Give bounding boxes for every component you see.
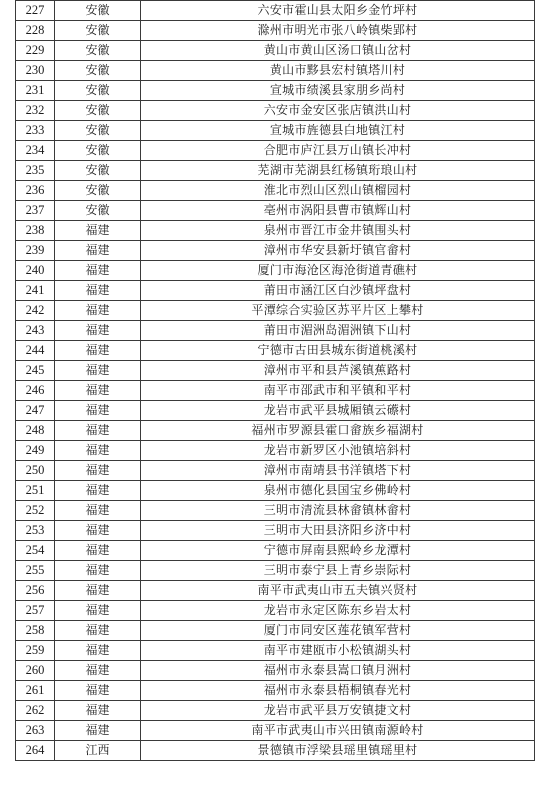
village-name-cell: 泉州市晋江市金井镇围头村 <box>141 221 535 241</box>
table-row <box>16 61 535 81</box>
row-number-cell: 237 <box>16 201 55 221</box>
village-name-cell: 漳州市平和县芦溪镇蕉路村 <box>141 361 535 381</box>
table-row <box>16 141 535 161</box>
province-cell: 安徽 <box>55 201 141 221</box>
row-number-cell: 253 <box>16 521 55 541</box>
village-name-cell: 福州市永泰县梧桐镇春光村 <box>141 681 535 701</box>
row-number-cell: 251 <box>16 481 55 501</box>
row-number-cell: 236 <box>16 181 55 201</box>
province-cell: 福建 <box>55 281 141 301</box>
table-row <box>16 1 535 21</box>
row-number-cell: 260 <box>16 661 55 681</box>
province-cell: 安徽 <box>55 81 141 101</box>
table-row <box>16 601 535 621</box>
row-number-cell: 241 <box>16 281 55 301</box>
province-cell: 福建 <box>55 481 141 501</box>
table-row <box>16 201 535 221</box>
row-number-cell: 231 <box>16 81 55 101</box>
village-name-cell: 淮北市烈山区烈山镇榴园村 <box>141 181 535 201</box>
province-cell: 江西 <box>55 741 141 761</box>
province-cell: 福建 <box>55 221 141 241</box>
row-number-cell: 250 <box>16 461 55 481</box>
table-row <box>16 441 535 461</box>
row-number-cell: 242 <box>16 301 55 321</box>
table-row <box>16 461 535 481</box>
table-row <box>16 381 535 401</box>
province-cell: 福建 <box>55 381 141 401</box>
province-cell: 福建 <box>55 641 141 661</box>
village-name-cell: 滁州市明光市张八岭镇柴郢村 <box>141 21 535 41</box>
table-row <box>16 341 535 361</box>
row-number-cell: 230 <box>16 61 55 81</box>
village-name-cell: 六安市金安区张店镇洪山村 <box>141 101 535 121</box>
village-name-cell: 南平市建瓯市小松镇湖头村 <box>141 641 535 661</box>
row-number-cell: 264 <box>16 741 55 761</box>
village-name-cell: 南平市武夷山市五夫镇兴贤村 <box>141 581 535 601</box>
table-row <box>16 401 535 421</box>
province-cell: 福建 <box>55 361 141 381</box>
table-row <box>16 21 535 41</box>
row-number-cell: 235 <box>16 161 55 181</box>
row-number-cell: 261 <box>16 681 55 701</box>
province-cell: 福建 <box>55 561 141 581</box>
village-name-cell: 厦门市同安区莲花镇军营村 <box>141 621 535 641</box>
village-name-cell: 漳州市华安县新圩镇官畲村 <box>141 241 535 261</box>
province-cell: 福建 <box>55 501 141 521</box>
province-cell: 福建 <box>55 341 141 361</box>
village-name-cell: 黄山市黟县宏村镇塔川村 <box>141 61 535 81</box>
village-name-cell: 龙岩市新罗区小池镇培斜村 <box>141 441 535 461</box>
province-cell: 福建 <box>55 521 141 541</box>
row-number-cell: 245 <box>16 361 55 381</box>
table-row <box>16 121 535 141</box>
row-number-cell: 248 <box>16 421 55 441</box>
table-row <box>16 641 535 661</box>
village-name-cell: 三明市清流县林畲镇林畲村 <box>141 501 535 521</box>
village-name-cell: 南平市武夷山市兴田镇南源岭村 <box>141 721 535 741</box>
village-list-table <box>15 0 535 761</box>
table-row <box>16 581 535 601</box>
province-cell: 福建 <box>55 241 141 261</box>
table-row <box>16 301 535 321</box>
table-row <box>16 521 535 541</box>
village-name-cell: 宁德市屏南县熙岭乡龙潭村 <box>141 541 535 561</box>
province-cell: 福建 <box>55 701 141 721</box>
province-cell: 安徽 <box>55 181 141 201</box>
row-number-cell: 256 <box>16 581 55 601</box>
village-name-cell: 宣城市旌德县白地镇江村 <box>141 121 535 141</box>
table-row <box>16 721 535 741</box>
row-number-cell: 243 <box>16 321 55 341</box>
table-row <box>16 501 535 521</box>
table-row <box>16 161 535 181</box>
table-row <box>16 481 535 501</box>
village-name-cell: 莆田市湄洲岛湄洲镇下山村 <box>141 321 535 341</box>
province-cell: 安徽 <box>55 141 141 161</box>
province-cell: 福建 <box>55 581 141 601</box>
village-name-cell: 宁德市古田县城东街道桃溪村 <box>141 341 535 361</box>
village-name-cell: 福州市永泰县嵩口镇月洲村 <box>141 661 535 681</box>
province-cell: 福建 <box>55 721 141 741</box>
village-name-cell: 景德镇市浮梁县瑶里镇瑶里村 <box>141 741 535 761</box>
province-cell: 安徽 <box>55 21 141 41</box>
province-cell: 福建 <box>55 621 141 641</box>
village-name-cell: 亳州市涡阳县曹市镇辉山村 <box>141 201 535 221</box>
row-number-cell: 244 <box>16 341 55 361</box>
document-page <box>15 0 535 761</box>
table-row <box>16 181 535 201</box>
village-name-cell: 泉州市德化县国宝乡佛岭村 <box>141 481 535 501</box>
table-row <box>16 561 535 581</box>
table-row <box>16 321 535 341</box>
table-row <box>16 41 535 61</box>
row-number-cell: 254 <box>16 541 55 561</box>
province-cell: 安徽 <box>55 121 141 141</box>
province-cell: 安徽 <box>55 1 141 21</box>
province-cell: 安徽 <box>55 101 141 121</box>
village-name-cell: 漳州市南靖县书洋镇塔下村 <box>141 461 535 481</box>
province-cell: 福建 <box>55 541 141 561</box>
table-row <box>16 741 535 761</box>
table-row <box>16 541 535 561</box>
province-cell: 福建 <box>55 661 141 681</box>
row-number-cell: 252 <box>16 501 55 521</box>
row-number-cell: 255 <box>16 561 55 581</box>
province-cell: 福建 <box>55 301 141 321</box>
table-row <box>16 621 535 641</box>
table-row <box>16 661 535 681</box>
row-number-cell: 232 <box>16 101 55 121</box>
row-number-cell: 233 <box>16 121 55 141</box>
table-body <box>16 1 535 761</box>
province-cell: 福建 <box>55 441 141 461</box>
table-row <box>16 241 535 261</box>
table-row <box>16 261 535 281</box>
table-row <box>16 421 535 441</box>
table-row <box>16 701 535 721</box>
row-number-cell: 258 <box>16 621 55 641</box>
table-row <box>16 221 535 241</box>
village-name-cell: 龙岩市武平县城厢镇云礤村 <box>141 401 535 421</box>
village-name-cell: 合肥市庐江县万山镇长冲村 <box>141 141 535 161</box>
province-cell: 福建 <box>55 321 141 341</box>
table-row <box>16 101 535 121</box>
village-name-cell: 宣城市绩溪县家朋乡尚村 <box>141 81 535 101</box>
row-number-cell: 228 <box>16 21 55 41</box>
village-name-cell: 黄山市黄山区汤口镇山岔村 <box>141 41 535 61</box>
village-name-cell: 龙岩市永定区陈东乡岩太村 <box>141 601 535 621</box>
province-cell: 福建 <box>55 261 141 281</box>
row-number-cell: 240 <box>16 261 55 281</box>
table-row <box>16 281 535 301</box>
village-name-cell: 平潭综合实验区苏平片区上攀村 <box>141 301 535 321</box>
village-name-cell: 芜湖市芜湖县红杨镇珩琅山村 <box>141 161 535 181</box>
village-name-cell: 福州市罗源县霍口畲族乡福湖村 <box>141 421 535 441</box>
village-name-cell: 南平市邵武市和平镇和平村 <box>141 381 535 401</box>
row-number-cell: 229 <box>16 41 55 61</box>
village-name-cell: 三明市泰宁县上青乡崇际村 <box>141 561 535 581</box>
village-name-cell: 厦门市海沧区海沧街道青礁村 <box>141 261 535 281</box>
row-number-cell: 262 <box>16 701 55 721</box>
village-name-cell: 龙岩市武平县万安镇捷文村 <box>141 701 535 721</box>
row-number-cell: 234 <box>16 141 55 161</box>
row-number-cell: 238 <box>16 221 55 241</box>
table-row <box>16 81 535 101</box>
table-row <box>16 361 535 381</box>
row-number-cell: 246 <box>16 381 55 401</box>
row-number-cell: 259 <box>16 641 55 661</box>
row-number-cell: 227 <box>16 1 55 21</box>
row-number-cell: 249 <box>16 441 55 461</box>
province-cell: 安徽 <box>55 61 141 81</box>
row-number-cell: 263 <box>16 721 55 741</box>
province-cell: 福建 <box>55 401 141 421</box>
province-cell: 福建 <box>55 681 141 701</box>
province-cell: 福建 <box>55 461 141 481</box>
row-number-cell: 247 <box>16 401 55 421</box>
village-name-cell: 莆田市涵江区白沙镇坪盘村 <box>141 281 535 301</box>
village-name-cell: 三明市大田县济阳乡济中村 <box>141 521 535 541</box>
row-number-cell: 239 <box>16 241 55 261</box>
table-row <box>16 681 535 701</box>
village-name-cell: 六安市霍山县太阳乡金竹坪村 <box>141 1 535 21</box>
province-cell: 福建 <box>55 601 141 621</box>
province-cell: 安徽 <box>55 41 141 61</box>
row-number-cell: 257 <box>16 601 55 621</box>
province-cell: 福建 <box>55 421 141 441</box>
province-cell: 安徽 <box>55 161 141 181</box>
